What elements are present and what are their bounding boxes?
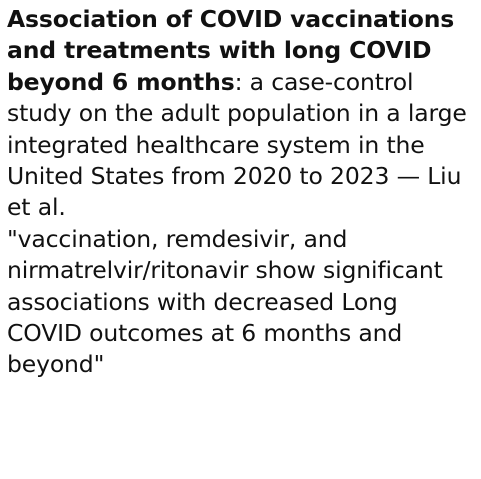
- citation-paragraph: [7, 4, 475, 224]
- article-title: Association of COVID vaccinations and treatments with long COVID beyond 6 months: [7, 5, 455, 96]
- article-subtitle: : a case-control study on the adult population in a large integrated healthcare system in the United States from 2020 to 2023 — Liu et al.: [7, 67, 467, 222]
- quote-text: "vaccination, remdesivir, and nirmatrelvir/ritonavir show significant associations with decreased Long COVID outcomes at 6 months and beyond": [7, 224, 443, 379]
